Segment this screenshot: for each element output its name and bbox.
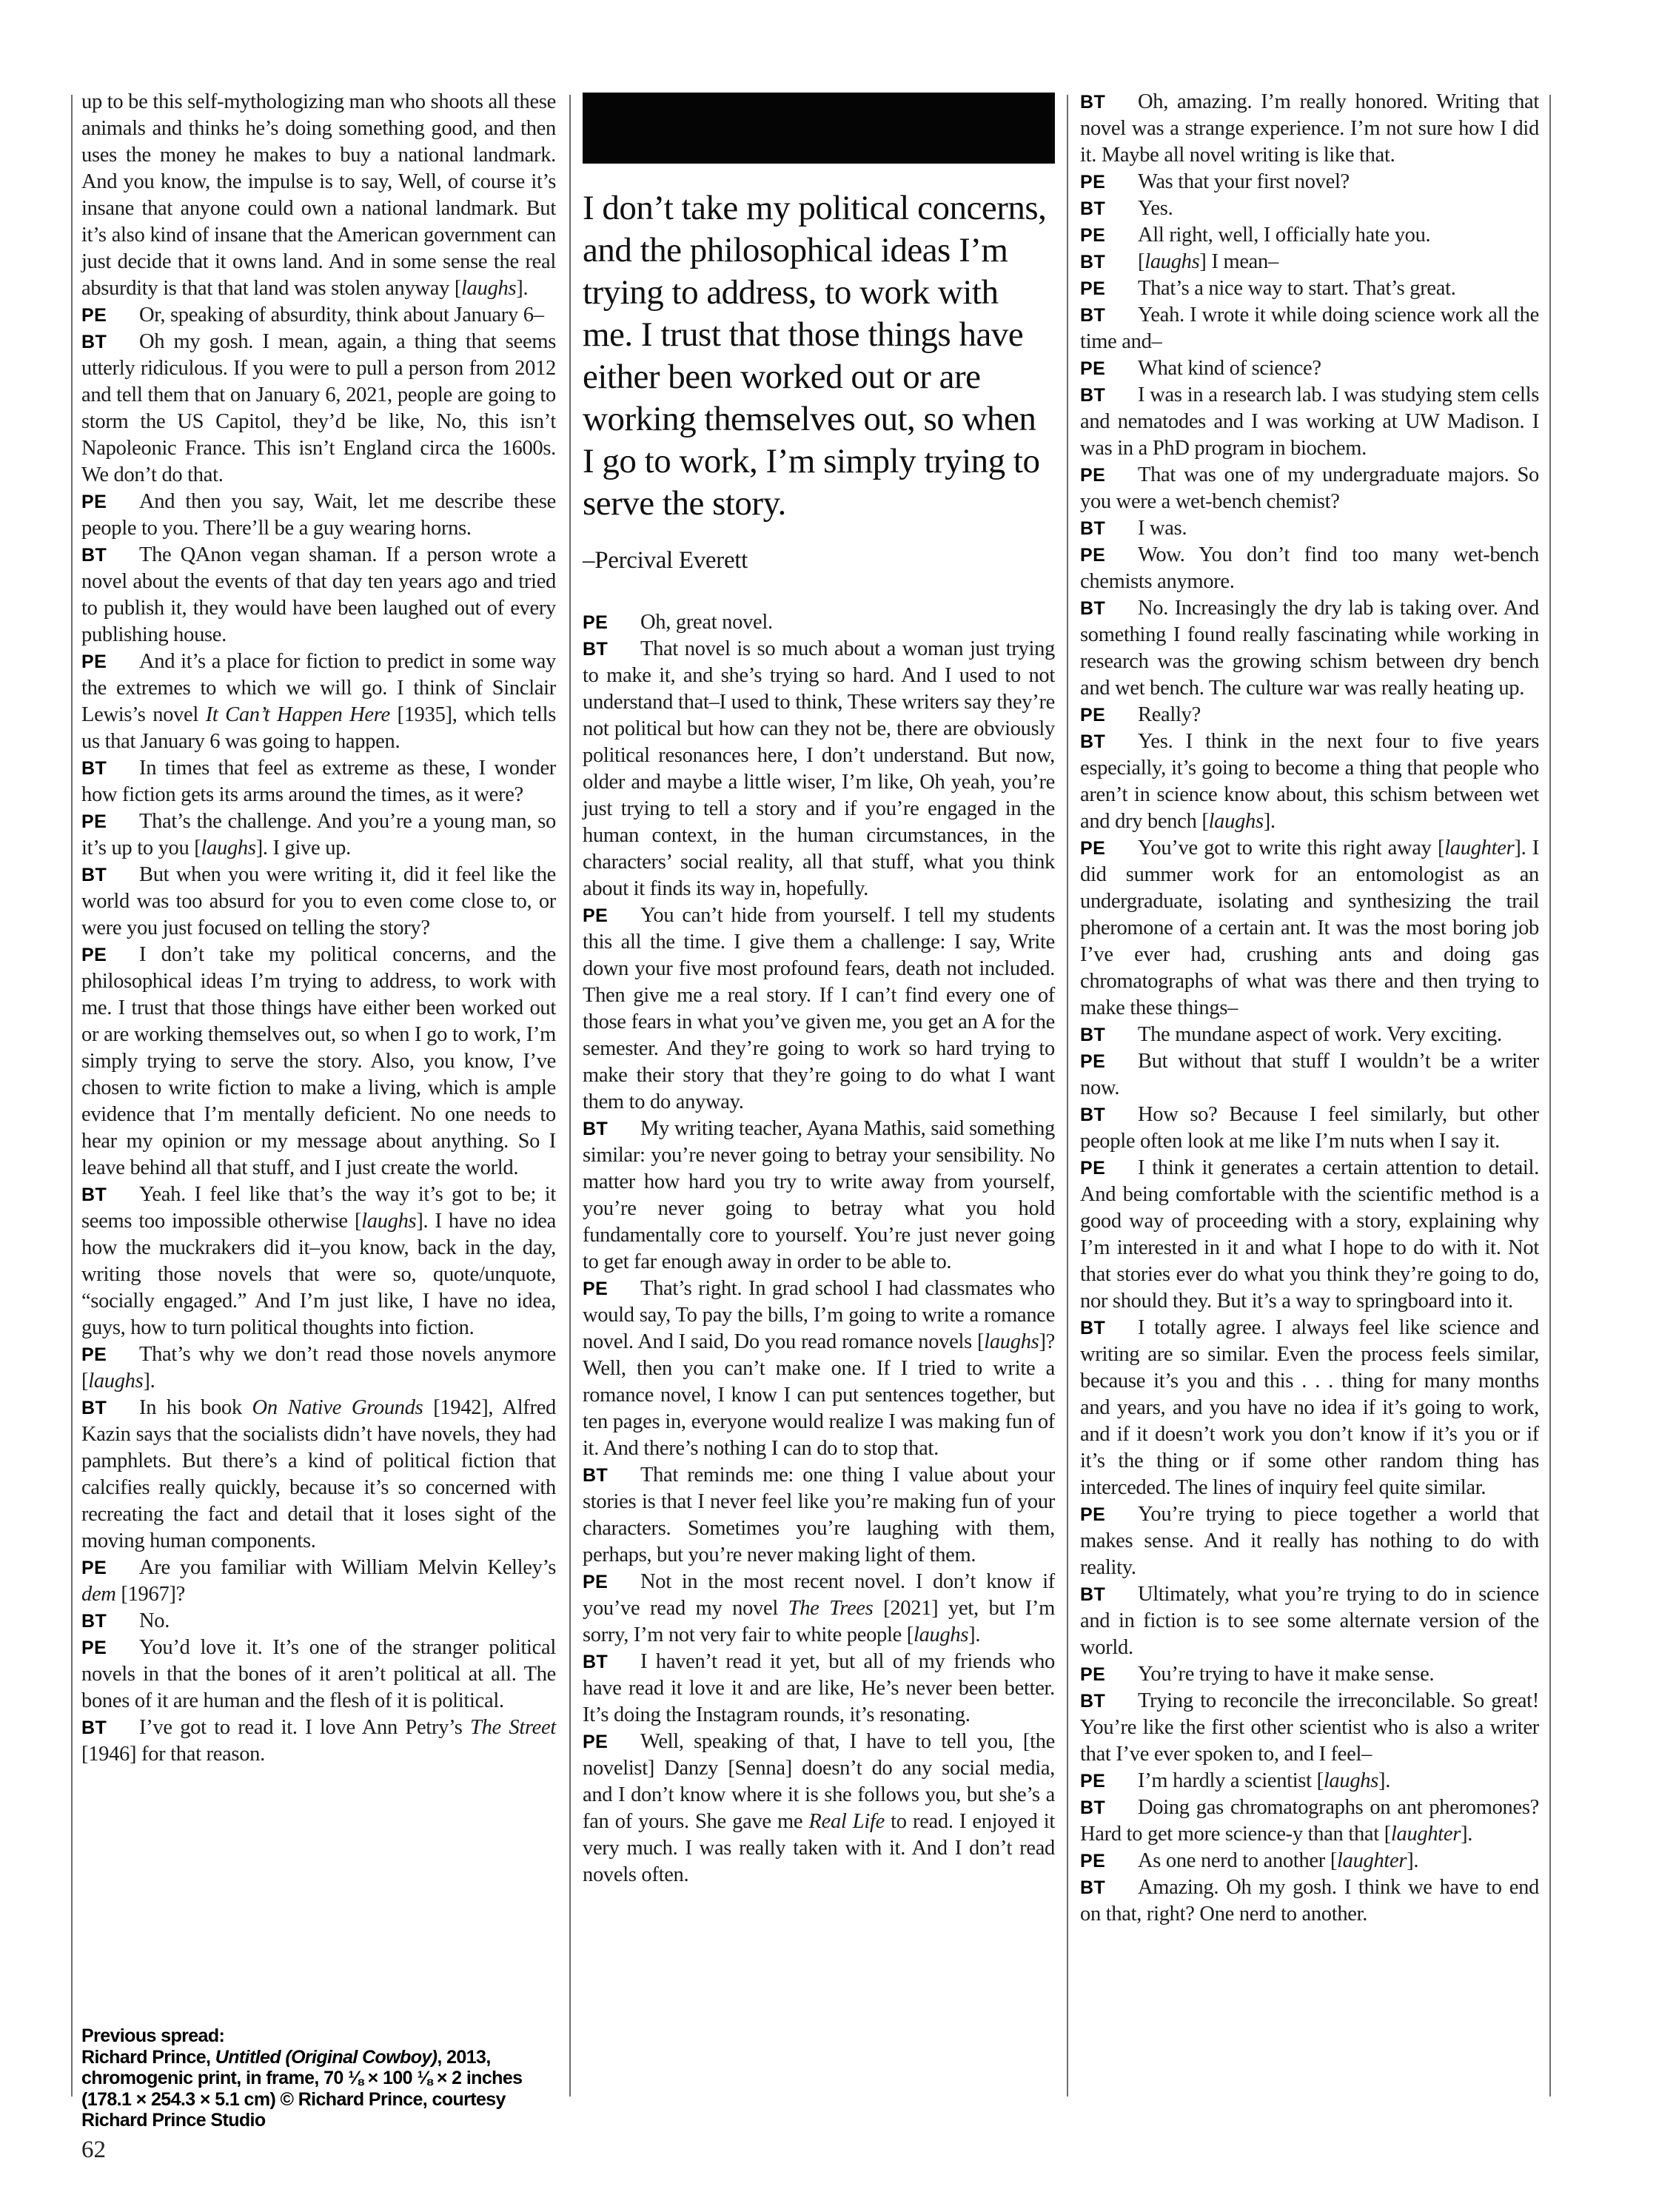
speaker-label: PE	[1080, 278, 1106, 299]
speaker-label: PE	[583, 905, 609, 926]
dialogue-paragraph: BT Yes.	[1080, 195, 1539, 222]
dialogue-paragraph: PE I don’t take my political concerns, and the philosophical ideas I’m trying to address, to work with me. I trust that those things have either been worked out or are working themselves out, so when I go to work, I’m simply trying to serve the story. Also, you know, I’ve chosen to write fiction to make a living, which is ample evidence that I’m mentally deficient. No one needs to hear my opinion or my message about anything. So I leave behind all that stuff, and I just create the world.	[81, 943, 556, 1179]
speaker-label: BT	[81, 332, 107, 352]
speaker-label: PE	[81, 1638, 107, 1658]
speaker-label: PE	[583, 1278, 609, 1299]
dialogue-paragraph: BT I was.	[1080, 515, 1539, 542]
speaker-label: PE	[1080, 1664, 1106, 1685]
speaker-label: PE	[1080, 225, 1106, 246]
speaker-label: BT	[1080, 252, 1106, 272]
speaker-label: BT	[1080, 1797, 1106, 1818]
dialogue-paragraph: PE You’re trying to piece together a world that makes sense. And it really has nothing to do with reality.	[1080, 1503, 1539, 1579]
speaker-label: PE	[1080, 358, 1106, 379]
dialogue-paragraph: PE That’s the challenge. And you’re a young man, so it’s up to you [laughs]. I give up.	[81, 810, 556, 859]
dialogue-paragraph: BT No.	[81, 1608, 556, 1635]
dialogue-paragraph: PE And it’s a place for fiction to predict in some way the extremes to which we will go. I think of Sinclair Lewis’s novel It Can’t Happen Here [1935], which tells us that January 6 was going to happen.	[81, 650, 556, 753]
speaker-label: PE	[1080, 1504, 1106, 1525]
dialogue-paragraph: PE Was that your first novel?	[1080, 169, 1539, 195]
dialogue-paragraph: PE I’m hardly a scientist [laughs].	[1080, 1768, 1539, 1794]
dialogue-paragraph: PE And then you say, Wait, let me describe these people to you. There’ll be a guy wearing horns.	[81, 490, 556, 540]
continuation-paragraph: up to be this self-mythologizing man who shoots all these animals and thinks he’s doing something good, and then uses the money he makes to buy a national landmark. And you know, the impulse is to say, Well, of course it’s insane that anyone could own a national landmark. But it’s also kind of insane that the American government can just decide that it owns land. And in some sense the real absurdity is that that land was stolen anyway [laughs].	[81, 90, 556, 300]
dialogue-paragraph: BT In times that feel as extreme as these, I wonder how fiction gets its arms around the times, as it were?	[81, 757, 556, 806]
dialogue-middle	[583, 609, 1055, 1888]
dialogue-paragraph: BT I totally agree. I always feel like science and writing are so similar. Even the process feels similar, because it’s you and this . . . thing for many months and years, and you have no idea if it’s going to work, and if it doesn’t work you don’t know if it’s you or if it’s the thing or if some other random thing has interceded. The lines of inquiry feel quite similar.	[1080, 1316, 1539, 1499]
redaction-bar	[583, 93, 1055, 164]
column-rule-gutter-1	[569, 95, 571, 2097]
dialogue-paragraph: PE What kind of science?	[1080, 355, 1539, 382]
dialogue-paragraph: BT Oh, amazing. I’m really honored. Writing that novel was a strange experience. I’m not sure how I did it. Maybe all novel writing is like that.	[1080, 90, 1539, 167]
dialogue-paragraph: PE Really?	[1080, 702, 1539, 728]
speaker-label: PE	[81, 811, 107, 832]
dialogue-paragraph: BT That reminds me: one thing I value about your stories is that I never feel like you’re making fun of your characters. Sometimes you’re laughing with them, perhaps, but you’re never making light of them.	[583, 1464, 1055, 1566]
credit-body: Richard Prince, Untitled (Original Cowboy), 2013, chromogenic print, in frame, 70 ⅛ × 100 ⅛ × 2 inches (178.1 × 254.3 × 5.1 cm) © Richard Prince, courtesy Richard Prince Studio	[81, 2046, 523, 2131]
column-left	[81, 89, 556, 1768]
speaker-label: BT	[1080, 1025, 1106, 1045]
speaker-label: PE	[583, 612, 609, 633]
dialogue-paragraph: BT Trying to reconcile the irreconcilable. So great! You’re like the first other scientist who is also a writer that I’ve ever spoken to, and I feel–	[1080, 1689, 1539, 1766]
speaker-label: PE	[1080, 838, 1106, 859]
speaker-label: BT	[81, 865, 107, 885]
dialogue-paragraph: BT In his book On Native Grounds [1942], Alfred Kazin says that the socialists didn’t have novels, they had pamphlets. But there’s a kind of political fiction that calcifies really quickly, because it’s so concerned with recreating the fact and detail that it loses sight of the moving human components.	[81, 1396, 556, 1552]
speaker-label: BT	[1080, 598, 1106, 619]
speaker-label: BT	[81, 1717, 107, 1738]
dialogue-paragraph: PE That’s a nice way to start. That’s great.	[1080, 275, 1539, 302]
credit-block	[81, 2025, 561, 2131]
dialogue-paragraph: BT Ultimately, what you’re trying to do in science and in fiction is to see some alternate version of the world.	[1080, 1583, 1539, 1659]
speaker-label: PE	[81, 1558, 107, 1578]
speaker-label: BT	[1080, 1877, 1106, 1898]
dialogue-paragraph: PE But without that stuff I wouldn’t be a writer now.	[1080, 1050, 1539, 1099]
speaker-label: BT	[583, 1652, 609, 1672]
dialogue-paragraph: PE That’s right. In grad school I had classmates who would say, To pay the bills, I’m going to write a romance novel. And I said, Do you read romance novels [laughs]? Well, then you can’t make one. If I tried to write a romance novel, I know I can put sentences together, but ten pages in, everyone would realize I was making fun of it. And there’s nothing I can do to stop that.	[583, 1277, 1055, 1460]
column-rule-left	[71, 95, 73, 2097]
speaker-label: BT	[1080, 731, 1106, 752]
speaker-label: BT	[81, 1398, 107, 1418]
speaker-label: BT	[1080, 305, 1106, 326]
speaker-label: PE	[1080, 1051, 1106, 1072]
speaker-label: PE	[1080, 705, 1106, 725]
speaker-label: BT	[1080, 198, 1106, 219]
dialogue-paragraph: PE Oh, great novel.	[583, 609, 1055, 636]
dialogue-paragraph: BT How so? Because I feel similarly, but other people often look at me like I’m nuts when I say it.	[1080, 1103, 1539, 1153]
speaker-label: PE	[1080, 545, 1106, 566]
speaker-label: PE	[81, 945, 107, 965]
dialogue-paragraph: BT I was in a research lab. I was studying stem cells and nematodes and I was working at UW Madison. I was in a PhD program in biochem.	[1080, 383, 1539, 460]
dialogue-paragraph: BT I’ve got to read it. I love Ann Petry’s The Street [1946] for that reason.	[81, 1716, 556, 1766]
speaker-label: PE	[1080, 1851, 1106, 1871]
speaker-label: PE	[1080, 465, 1106, 486]
speaker-label: BT	[583, 1119, 609, 1139]
column-middle	[583, 93, 1055, 1888]
dialogue-paragraph: BT Oh my gosh. I mean, again, a thing that seems utterly ridiculous. If you were to pull a person from 2012 and tell them that on January 6, 2021, people are going to storm the US Capitol, they’d be like, No, this isn’t Napoleonic France. This isn’t England circa the 1600s. We don’t do that.	[81, 330, 556, 486]
speaker-label: PE	[1080, 1158, 1106, 1179]
speaker-label: PE	[81, 492, 107, 512]
dialogue-paragraph: PE Not in the most recent novel. I don’t know if you’ve read my novel The Trees [2021] yet, but I’m sorry, I’m not very fair to white people [laughs].	[583, 1570, 1055, 1646]
pull-quote: I don’t take my political concerns, and the philosophical ideas I’m trying to address, to work with me. I trust that those things have either been worked out or are working themselves out, so when I go to work, I’m simply trying to serve the story.	[583, 189, 1047, 523]
credit-heading: Previous spread:	[81, 2025, 225, 2046]
speaker-label: BT	[1080, 385, 1106, 406]
dialogue-paragraph: BT Amazing. Oh my gosh. I think we have to end on that, right? One nerd to another.	[1080, 1876, 1539, 1926]
dialogue-paragraph: BT Yes. I think in the next four to five years especially, it’s going to become a thing that people who aren’t in science know about, this schism between wet and dry bench [laughs].	[1080, 730, 1539, 833]
dialogue-paragraph: PE Or, speaking of absurdity, think about January 6–	[81, 302, 556, 329]
speaker-label: BT	[81, 545, 107, 566]
pull-quote-attribution: –Percival Everett	[583, 547, 748, 574]
dialogue-paragraph: BT The QAnon vegan shaman. If a person wrote a novel about the events of that day ten years ago and tried to publish it, they would have been laughed out of every publishing house.	[81, 543, 556, 646]
dialogue-paragraph: PE That’s why we don’t read those novels anymore [laughs].	[81, 1343, 556, 1392]
page-number: 62	[81, 2136, 106, 2163]
speaker-label: PE	[1080, 1771, 1106, 1792]
speaker-label: BT	[1080, 1584, 1106, 1605]
dialogue-paragraph: BT The mundane aspect of work. Very exciting.	[1080, 1022, 1539, 1048]
dialogue-paragraph: BT No. Increasingly the dry lab is taking over. And something I found really fascinating while working in research was the growing schism between dry bench and wet bench. The culture war was really heating up.	[1080, 597, 1539, 700]
dialogue-paragraph: PE You can’t hide from yourself. I tell my students this all the time. I give them a challenge: I say, Write down your five most profound fears, death not included. Then give me a real story. If I can’t find every one of those fears in what you’ve given me, you get an A for the semester. And they’re going to work so hard trying to make their story that they’re going to do what I want them to do anyway.	[583, 904, 1055, 1113]
dialogue-paragraph: PE You’ve got to write this right away [laughter]. I did summer work for an entomologist as an undergraduate, isolating and synthesizing the trail pheromone of a certain ant. It was the most boring job I’ve ever had, crushing ants and doing gas chromatographs of what was there and then trying to make these things–	[1080, 837, 1539, 1019]
speaker-label: BT	[81, 1184, 107, 1205]
speaker-label: BT	[1080, 518, 1106, 539]
speaker-label: BT	[81, 1611, 107, 1632]
column-right	[1080, 89, 1539, 1928]
dialogue-paragraph: PE That was one of my undergraduate majors. So you were a wet-bench chemist?	[1080, 463, 1539, 513]
speaker-label: BT	[1080, 1318, 1106, 1338]
dialogue-paragraph: BT Doing gas chromatographs on ant pheromones? Hard to get more science-y than that [laughter].	[1080, 1796, 1539, 1846]
speaker-label: BT	[583, 1465, 609, 1486]
speaker-label: PE	[81, 651, 107, 672]
dialogue-paragraph: PE You’re trying to have it make sense.	[1080, 1661, 1539, 1688]
dialogue-paragraph: BT [laughs] I mean–	[1080, 249, 1539, 275]
column-rule-gutter-2	[1067, 95, 1068, 2097]
dialogue-paragraph: BT Yeah. I wrote it while doing science work all the time and–	[1080, 304, 1539, 353]
speaker-label: PE	[583, 1572, 609, 1592]
dialogue-paragraph: PE Are you familiar with William Melvin Kelley’s dem [1967]?	[81, 1556, 556, 1606]
speaker-label: BT	[1080, 1691, 1106, 1712]
speaker-label: BT	[583, 639, 609, 660]
speaker-label: PE	[1080, 172, 1106, 192]
dialogue-paragraph: PE All right, well, I officially hate you.	[1080, 222, 1539, 249]
speaker-label: BT	[1080, 1105, 1106, 1125]
speaker-label: BT	[1080, 92, 1106, 113]
dialogue-paragraph: PE I think it generates a certain attention to detail. And being comfortable with the scientific method is a good way of proceeding with a story, explaining why I’m interested in it and what I hope to do with it. Not that stories ever do what you think they’re going to do, nor should they. But it’s a way to springboard into it.	[1080, 1156, 1539, 1313]
speaker-label: BT	[81, 758, 107, 779]
dialogue-paragraph: BT I haven’t read it yet, but all of my friends who have read it love it and are like, He’s never been better. It’s doing the Instagram rounds, it’s resonating.	[583, 1650, 1055, 1726]
dialogue-paragraph: BT But when you were writing it, did it feel like the world was too absurd for you to even come close to, or were you just focused on telling the story?	[81, 863, 556, 939]
dialogue-paragraph: PE As one nerd to another [laughter].	[1080, 1848, 1539, 1874]
speaker-label: PE	[81, 1344, 107, 1365]
speaker-label: PE	[81, 305, 107, 326]
dialogue-paragraph: PE Wow. You don’t find too many wet-bench chemists anymore.	[1080, 543, 1539, 593]
dialogue-paragraph: PE Well, speaking of that, I have to tell you, [the novelist] Danzy [Senna] doesn’t do any social media, and I don’t know where it is she follows you, but she’s a fan of yours. She gave me Real Life to read. I enjoyed it very much. I was really taken with it. And I don’t read novels often.	[583, 1730, 1055, 1886]
dialogue-paragraph: PE You’d love it. It’s one of the stranger political novels in that the bones of it aren’t political at all. The bones of it are human and the flesh of it is political.	[81, 1636, 556, 1712]
dialogue-paragraph: BT Yeah. I feel like that’s the way it’s got to be; it seems too impossible otherwise [laughs]. I have no idea how the muckrakers did it–you know, back in the day, writing those novels that were so, quote/unquote, “socially engaged.” And I’m just like, I have no idea, guys, how to turn political thoughts into fiction.	[81, 1183, 557, 1339]
column-rule-right	[1549, 95, 1551, 2097]
dialogue-paragraph: BT That novel is so much about a woman just trying to make it, and she’s trying so hard. And I used to not understand that–I used to think, These writers say they’re not political but how can they not be, there are obviously political resonances here, I don’t understand. But now, older and maybe a little wiser, I’m like, Oh yeah, you’re just trying to tell a story and if you’re engaged in the human context, in the human circumstances, in the characters’ social reality, all that stuff, what you think about it finds its way in, hopefully.	[583, 637, 1055, 900]
speaker-label: PE	[583, 1732, 609, 1752]
dialogue-paragraph: BT My writing teacher, Ayana Mathis, said something similar: you’re never going to betray your sensibility. No matter how hard you try to write away from yourself, you’re never going to betray what you hold fundamentally core to yourself. You’re just never going to get far enough away in order to be able to.	[583, 1117, 1055, 1273]
